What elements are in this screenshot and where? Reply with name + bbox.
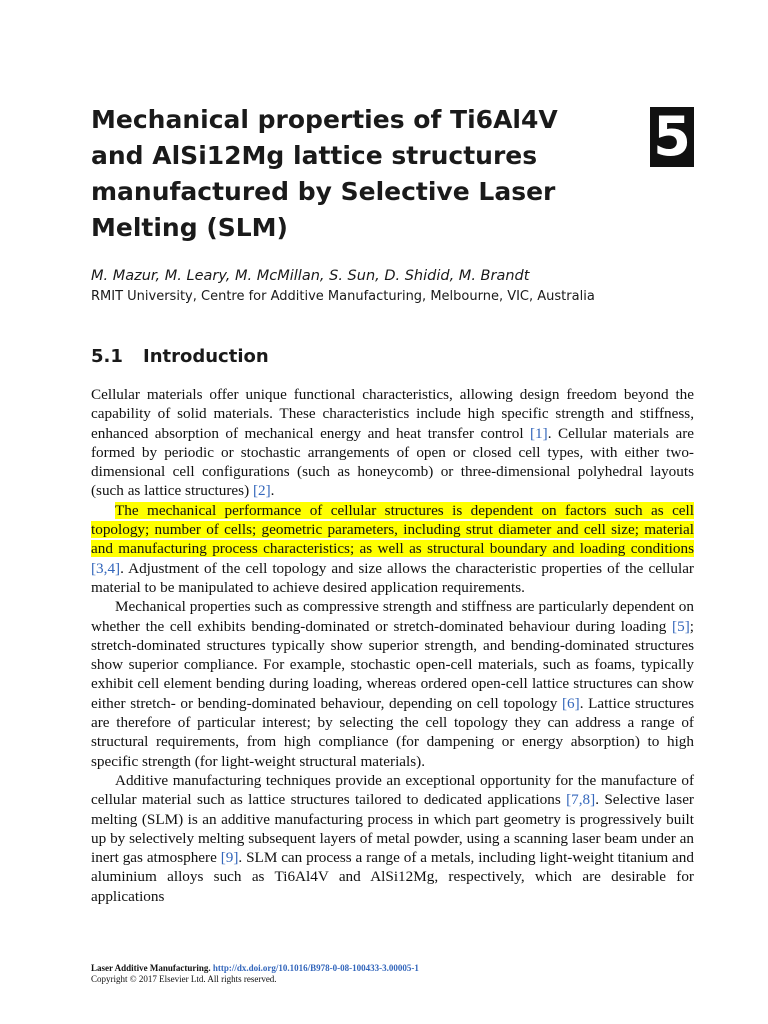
text-run: . Cellular materials are formed by periodic or stochastic arrangements of open or closed cell types, with either two-dimensional cell configurations (such as honeycomb) or three-dimensional polyhedral layouts (such as lattice structures): [91, 424, 694, 500]
citation-link[interactable]: [6]: [561, 694, 580, 712]
text-run: Mechanical properties such as compressive strength and stiffness are particularly dependent on whether the cell exhibits bending-dominated or stretch-dominated behaviour during loading: [91, 598, 694, 635]
section-number: 5.1: [91, 346, 123, 367]
text-run: Cellular materials offer unique functional characteristics, allowing design freedom beyond the capability of solid materials. These characteristics include high specific strength and stiffness, enhanced absorption of mechanical energy and heat transfer control: [91, 386, 694, 442]
paragraph-2: [91, 597, 694, 771]
paragraph-1: [91, 385, 694, 597]
doi-link[interactable]: http://dx.doi.org/10.1016/B978-0-08-100433-3.00005-1: [212, 963, 419, 973]
text-run: . Lattice structures are therefore of particular interest; by selecting the cell topology they can address a range of structural requirements, from high compliance (for dampening or energy absorption) to high specific strength (for light-weight structural materials).: [91, 694, 694, 770]
text-run: .: [270, 482, 275, 500]
text-run: ; stretch-dominated structures typically show superior strength, and bending-dominated structures show superior compliance. For example, stochastic open-cell materials, such as foams, typically exhibit cell element bending during loading, whereas ordered open-cell lattice structures can show either stretch- or bending-dominated behaviour, depending on cell topology: [91, 617, 694, 712]
text-run: . SLM can process a range of a metals, including light-weight titanium and aluminium alloys such as Ti6Al4V and AlSi12Mg, respectively, which are desirable for applications: [91, 849, 694, 905]
book-title: Laser Additive Manufacturing.: [91, 963, 211, 973]
citation-link[interactable]: [1]: [530, 424, 548, 442]
highlighted-text: The mechanical performance of cellular structures is dependent on factors such as cell topology; number of cells; geometric parameters, including strut diameter and cell size; material and manufacturing process characteristics; as well as structural boundary and loading conditions: [91, 501, 694, 558]
chapter-number-badge: 5: [650, 107, 694, 167]
citation-link[interactable]: [2]: [252, 482, 271, 500]
citation-link[interactable]: [7,8]: [566, 791, 596, 809]
citation-link[interactable]: [9]: [220, 849, 239, 867]
body-text: [91, 385, 694, 906]
affiliation: RMIT University, Centre for Additive Manufacturing, Melbourne, VIC, Australia: [91, 289, 595, 304]
section-title: Introduction: [143, 346, 269, 367]
citation-link[interactable]: [5]: [672, 617, 690, 635]
text-run: . Adjustment of the cell topology and size allows the characteristic properties of the cellular material to be manipulated to achieve desired application requirements.: [91, 559, 694, 596]
section-heading: [91, 345, 269, 369]
page-footer: [91, 963, 691, 985]
citation-link[interactable]: [3,4]: [91, 559, 121, 577]
paragraph-3: [91, 771, 694, 906]
footer-source-line: [91, 963, 691, 974]
authors: M. Mazur, M. Leary, M. McMillan, S. Sun, D. Shidid, M. Brandt: [91, 268, 530, 284]
chapter-title: Mechanical properties of Ti6Al4V and AlSi12Mg lattice structures manufactured by Selective Laser Melting (SLM): [91, 105, 558, 242]
text-run: . Selective laser melting (SLM) is an additive manufacturing process in which part geometry is progressively built up by selectively melting subsequent layers of metal powder, using a scanning laser beam under an inert gas atmosphere: [91, 791, 694, 867]
text-run: Additive manufacturing techniques provide an exceptional opportunity for the manufacture of cellular material such as lattice structures tailored to dedicated applications: [91, 771, 694, 809]
copyright-notice: Copyright © 2017 Elsevier Ltd. All rights reserved.: [91, 974, 277, 984]
